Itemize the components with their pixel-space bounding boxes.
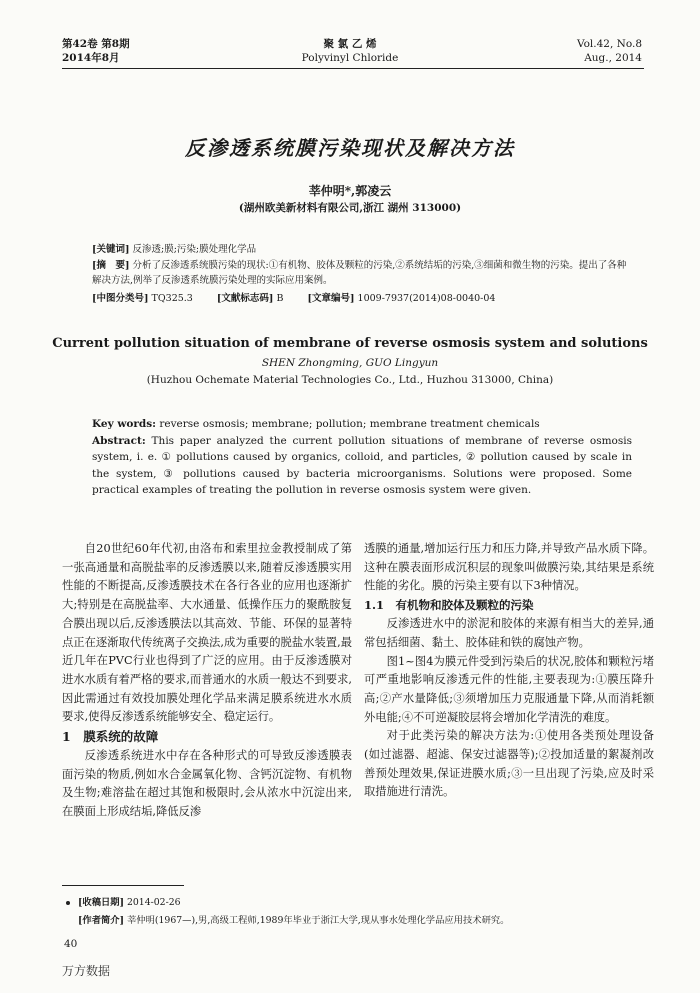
header-date-en: Aug., 2014: [584, 52, 642, 64]
section-1-1-paragraph-1: 反渗透进水中的淤泥和胶体的来源有相当大的差异,通常包括细菌、黏土、胶体硅和铁的腐蚀产物。: [364, 617, 654, 649]
affiliation-cn: (湖州欧美新材料有限公司,浙江 湖州 313000): [238, 202, 462, 214]
doc-code-value: B: [276, 293, 284, 304]
section-1-1-paragraph-2: 图1~图4为膜元件受到污染后的状况,胶体和颗粒污堵可严重地影响反渗透元件的性能,主要表现为:①膜压降升高;②产水量降低;③须增加压力克服通量下降,从而消耗额外电能;④不可逆凝胶层将会增加化学清洗的难度。: [364, 654, 654, 724]
left-column: [62, 540, 352, 822]
abstract-cn: [92, 258, 632, 288]
received-date: [66, 895, 636, 910]
footnote-rule: [62, 885, 184, 886]
abstract-cn-label: [摘 要]: [92, 260, 130, 271]
keywords-cn-text: 反渗透;膜;污染;膜处理化学品: [132, 244, 257, 255]
doc-code-label: [文献标志码]: [216, 293, 274, 304]
header-volume-cn: 第42卷 第8期: [62, 38, 130, 50]
header-volume-en: Vol.42, No.8: [576, 38, 642, 50]
section-1-paragraph: 反渗透系统进水中存在各种形式的可导致反渗透膜表面污染的物质,例如水合金属氧化物、含钙沉淀物、有机物及生物;难溶盐在超过其饱和极限时,会从浓水中沉淀出来,在膜面上形成结垢,降低反渗: [62, 749, 352, 819]
title-en: Current pollution situation of membrane of reverse osmosis system and solutions: [52, 336, 648, 351]
abstract-en-label: Abstract:: [92, 435, 146, 447]
keywords-en-text: reverse osmosis; membrane; pollution; membrane treatment chemicals: [159, 418, 540, 430]
continued-paragraph: 透膜的通量,增加运行压力和压力降,并导致产品水质下降。这种在膜表面形成沉积层的现象叫做膜污染,其结果是系统性能的劣化。膜的污染主要有以下3种情况。: [364, 542, 654, 593]
header-rule: [62, 68, 644, 69]
page-number: 40: [64, 938, 78, 950]
section-1-1-heading: 1.1 有机物和胶体及颗粒的污染: [364, 598, 534, 613]
abstract-en-text: This paper analyzed the current pollution situations of membrane of reverse osmosis system, i. e. ① pollutions caused by organics, colloid, and particles, ② pollution caused by scale in the system, ③ pollutions caused by bacteria microorganisms. Solutions were proposed. Some practical examples of treating the pollution in reverse osmosis system were given.: [92, 435, 633, 497]
intro-paragraph: 自20世纪60年代初,由洛布和索里拉金教授制成了第一张高通量和高脱盐率的反渗透膜以来,随着反渗透膜实用性能的不断提高,反渗透膜技术在各行各业的应用也逐渐扩大;特别是在高脱盐率、大水通量、低操作压力的聚酰胺复合膜出现以后,反渗透膜法以其高效、节能、环保的显著特点正在逐渐取代传统离子交换法,成为重要的脱盐水装置,最近几年在PVC行业也得到了广泛的应用。由于反渗透膜对进水水质有着严格的要求,而普通水的水质一般达不到要求,因此需通过有效投加膜处理化学品来满足膜系统进水水质要求,使得反渗透系统能够安全、稳定运行。: [62, 542, 352, 724]
right-column: [364, 540, 654, 802]
affiliation-en: (Huzhou Ochemate Material Technologies Co., Ltd., Huzhou 313000, China): [146, 374, 554, 386]
keywords-en: [92, 416, 632, 432]
header-journal-en: Polyvinyl Chloride: [301, 52, 399, 64]
watermark: 万方数据: [62, 964, 111, 978]
article-no-label: [文章编号]: [307, 293, 355, 304]
authors-en: SHEN Zhongming, GUO Lingyun: [261, 357, 439, 369]
keywords-cn: [92, 242, 632, 257]
abstract-cn-text: 分析了反渗透系统膜污染的现状:①有机物、胶体及颗粒的污染,②系统结垢的污染,③细菌和微生物的污染。提出了各种解决方法,例举了反渗透系统膜污染处理的实际应用案例。: [92, 260, 627, 286]
bio-value: 莘仲明(1967—),男,高级工程师,1989年毕业于浙江大学,现从事水处理化学品应用技术研究。: [126, 915, 510, 926]
header-journal-cn: 聚 氯 乙 烯: [323, 38, 377, 50]
bio-label: [作者简介]: [78, 915, 124, 926]
author-bio: [78, 913, 648, 928]
header-date-cn: 2014年8月: [62, 52, 120, 64]
keywords-cn-label: [关键词]: [92, 244, 130, 255]
clc-label: [中图分类号]: [92, 293, 149, 304]
received-value: 2014-02-26: [126, 897, 181, 908]
received-label: [收稿日期]: [78, 897, 124, 908]
abstract-en: [92, 433, 632, 499]
clc-value: TQ325.3: [151, 293, 193, 304]
bullet-icon: [66, 901, 70, 905]
authors-cn: 莘仲明*,郭凌云: [308, 184, 392, 198]
section-1-heading: 1 膜系统的故障: [62, 729, 159, 745]
section-1-1-paragraph-3: 对于此类污染的解决方法为:①使用各类预处理设备(如过滤器、超滤、保安过滤器等);②投加适量的絮凝剂改善预处理效果,保证进膜水质;③一旦出现了污染,应及时采取措施进行清洗。: [364, 729, 654, 799]
title-cn: 反渗透系统膜污染现状及解决方法: [185, 136, 515, 160]
keywords-en-label: Key words:: [92, 418, 157, 430]
classification: [92, 291, 632, 306]
article-no-value: 1009-7937(2014)08-0040-04: [357, 293, 496, 304]
